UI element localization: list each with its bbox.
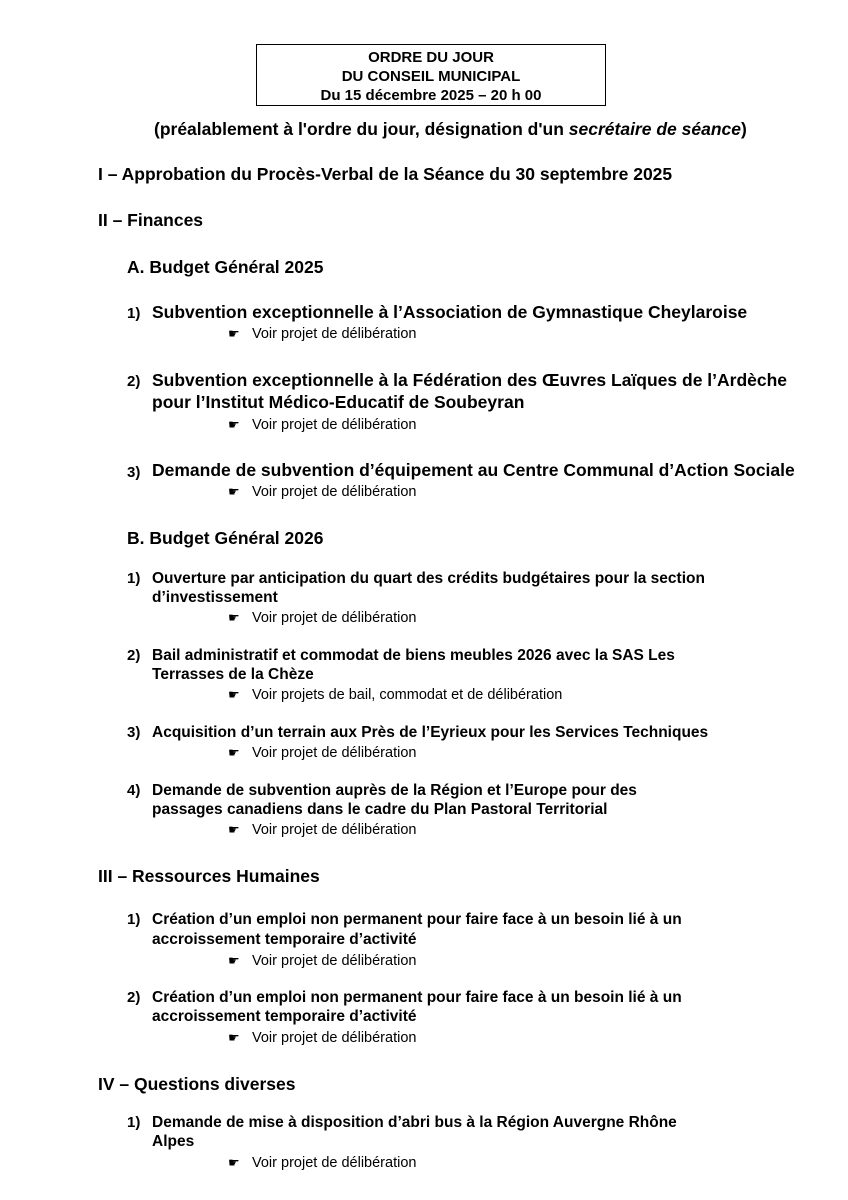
pointing-hand-icon: ☛ — [228, 745, 240, 760]
item-d1-note — [228, 1155, 416, 1171]
note-text: Voir projet de délibération — [252, 484, 417, 500]
note-text: Voir projet de délibération — [252, 610, 417, 626]
intro-before: (préalablement à l'ordre du jour, désignation d'un — [154, 119, 569, 139]
item-b4-note — [228, 822, 416, 838]
item-number: 1) — [127, 305, 141, 322]
section-4-heading: IV – Questions diverses — [98, 1074, 296, 1094]
item-a3-note — [228, 484, 416, 500]
item-a1-title: Subvention exceptionnelle à l’Association de Gymnastique Cheylaroise — [152, 302, 748, 322]
item-c1-title-line-1: Création d’un emploi non permanent pour faire face à un besoin lié à un — [152, 911, 682, 928]
intro-emphasis: secrétaire de séance — [568, 119, 741, 139]
note-text: Voir projet de délibération — [252, 745, 417, 761]
note-text: Voir projet de délibération — [252, 822, 417, 838]
item-c2-note — [228, 1030, 416, 1046]
section-2-heading: II – Finances — [98, 210, 204, 230]
item-a2-title-line-2: pour l’Institut Médico-Educatif de Soubeyran — [152, 392, 525, 412]
item-a3-title: Demande de subvention d’équipement au Centre Communal d’Action Sociale — [152, 460, 795, 480]
pointing-hand-icon: ☛ — [228, 822, 240, 837]
item-b1-note — [228, 610, 416, 626]
item-b4-title-line-2: passages canadiens dans le cadre du Plan Pastoral Territorial — [152, 801, 608, 818]
section-3-heading: III – Ressources Humaines — [98, 866, 320, 886]
subsection-a-heading: A. Budget Général 2025 — [127, 257, 324, 277]
item-a1-note — [228, 326, 416, 342]
item-c2-title-line-1: Création d’un emploi non permanent pour faire face à un besoin lié à un — [152, 989, 682, 1006]
note-text: Voir projet de délibération — [252, 326, 417, 342]
item-c1-note — [228, 953, 416, 969]
pointing-hand-icon: ☛ — [228, 610, 240, 625]
pointing-hand-icon: ☛ — [228, 326, 240, 341]
title-line-2: DU CONSEIL MUNICIPAL — [341, 68, 521, 85]
title-line-3: Du 15 décembre 2025 – 20 h 00 — [320, 87, 542, 104]
pointing-hand-icon: ☛ — [228, 1030, 240, 1045]
item-number: 3) — [127, 464, 141, 481]
title-box — [256, 44, 606, 106]
note-text: Voir projets de bail, commodat et de délibération — [252, 687, 563, 703]
pointing-hand-icon: ☛ — [228, 1155, 240, 1170]
item-b3-title: Acquisition d’un terrain aux Près de l’Eyrieux pour les Services Techniques — [152, 724, 709, 741]
pointing-hand-icon: ☛ — [228, 687, 240, 702]
pointing-hand-icon: ☛ — [228, 417, 240, 432]
item-b1-title-line-2: d’investissement — [152, 589, 278, 606]
item-b2-note — [228, 687, 562, 703]
title-line-1: ORDRE DU JOUR — [368, 49, 494, 66]
subsection-b-heading: B. Budget Général 2026 — [127, 528, 324, 548]
item-number: 4) — [127, 782, 141, 799]
item-b1-title-line-1: Ouverture par anticipation du quart des crédits budgétaires pour la section — [152, 570, 705, 587]
item-number: 3) — [127, 724, 141, 741]
item-number: 2) — [127, 373, 141, 390]
item-number: 2) — [127, 989, 141, 1006]
note-text: Voir projet de délibération — [252, 953, 417, 969]
item-number: 1) — [127, 1114, 141, 1131]
intro-note — [154, 119, 747, 140]
item-number: 1) — [127, 911, 141, 928]
item-c2-title-line-2: accroissement temporaire d’activité — [152, 1008, 417, 1025]
item-b3-note — [228, 745, 416, 761]
item-b4-title-line-1: Demande de subvention auprès de la Région et l’Europe pour des — [152, 782, 637, 799]
item-b2-title-line-2: Terrasses de la Chèze — [152, 666, 314, 683]
item-d1-title-line-1: Demande de mise à disposition d’abri bus à la Région Auvergne Rhône — [152, 1114, 677, 1131]
item-number: 2) — [127, 647, 141, 664]
note-text: Voir projet de délibération — [252, 1155, 417, 1171]
section-1-heading: I – Approbation du Procès-Verbal de la Séance du 30 septembre 2025 — [98, 164, 673, 184]
intro-after: ) — [740, 119, 747, 139]
item-number: 1) — [127, 570, 141, 587]
item-b2-title-line-1: Bail administratif et commodat de biens meubles 2026 avec la SAS Les — [152, 647, 675, 664]
note-text: Voir projet de délibération — [252, 417, 417, 433]
pointing-hand-icon: ☛ — [228, 953, 240, 968]
note-text: Voir projet de délibération — [252, 1030, 417, 1046]
item-a2-note — [228, 417, 416, 433]
item-c1-title-line-2: accroissement temporaire d’activité — [152, 931, 417, 948]
pointing-hand-icon: ☛ — [228, 484, 240, 499]
item-d1-title-line-2: Alpes — [152, 1133, 195, 1150]
item-a2-title-line-1: Subvention exceptionnelle à la Fédération des Œuvres Laïques de l’Ardèche — [152, 370, 788, 390]
